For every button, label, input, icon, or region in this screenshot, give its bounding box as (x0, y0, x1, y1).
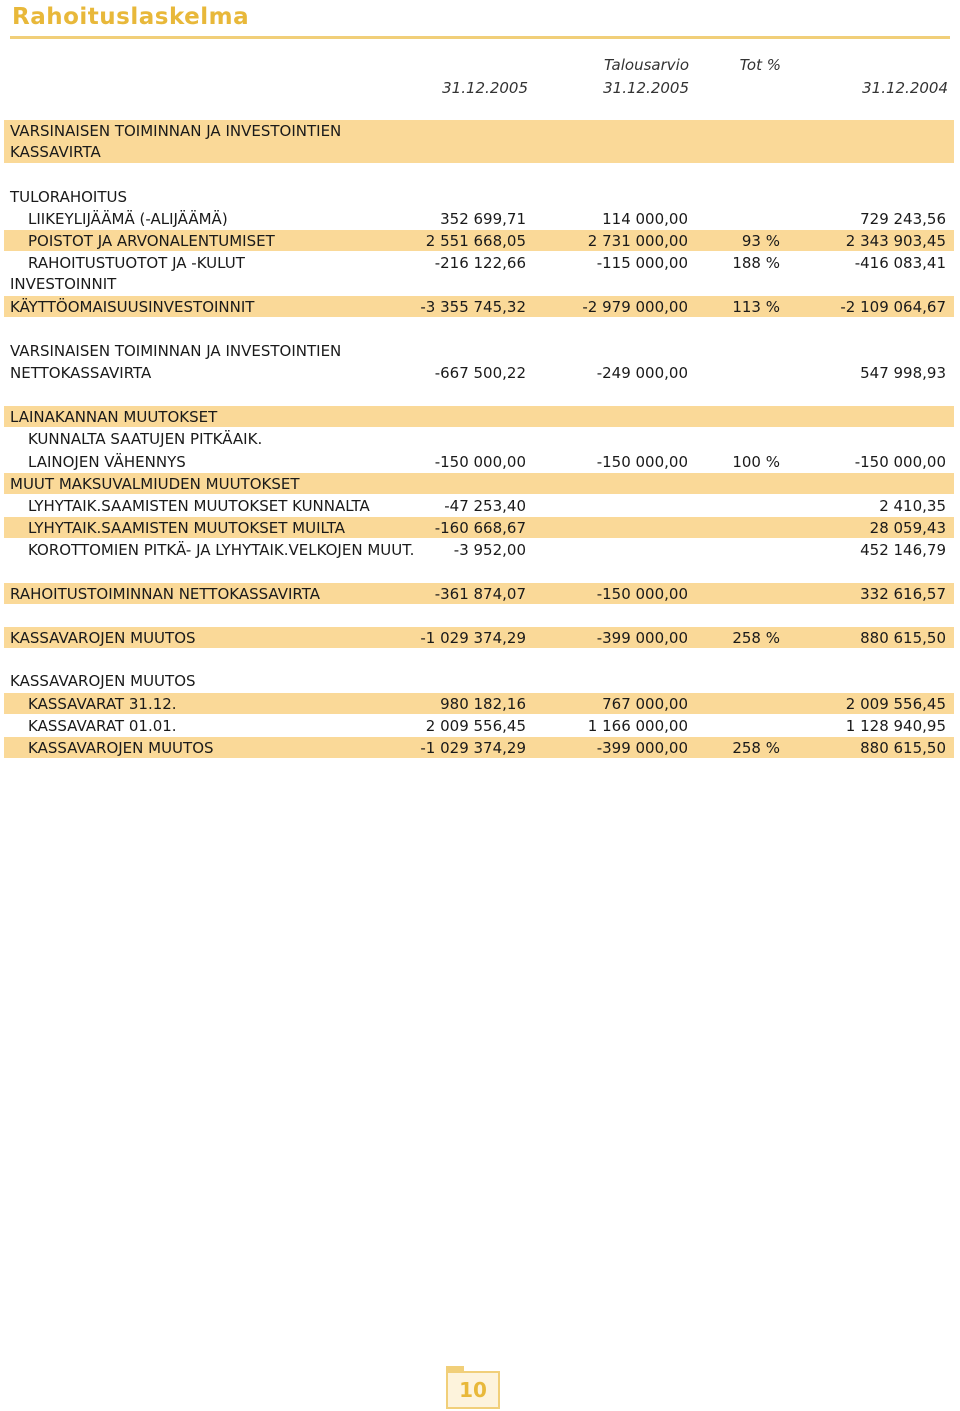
value-budget: -150 000,00 (596, 453, 688, 471)
header-tot-percent: Tot % (739, 56, 781, 74)
value-2004: 729 243,56 (860, 210, 946, 228)
value-percent: 93 % (741, 232, 780, 250)
value-2004: -150 000,00 (854, 453, 946, 471)
value-2005: -150 000,00 (434, 453, 526, 471)
row-label: KÄYTTÖOMAISUUSINVESTOINNIT (10, 298, 255, 316)
value-budget: -2 979 000,00 (582, 298, 688, 316)
value-2005: 352 699,71 (440, 210, 526, 228)
heading-muut-muutokset: MUUT MAKSUVALMIUDEN MUUTOKSET (10, 475, 300, 493)
table-row (4, 583, 954, 604)
value-2004: 880 615,50 (860, 739, 946, 757)
table-row (4, 451, 954, 472)
value-2004: 2 343 903,45 (845, 232, 946, 250)
value-budget: 767 000,00 (602, 695, 688, 713)
row-label: RAHOITUSTOIMINNAN NETTOKASSAVIRTA (10, 585, 320, 603)
value-2004: -416 083,41 (854, 254, 946, 272)
page-number: 10 (459, 1378, 487, 1402)
value-2004: 452 146,79 (860, 541, 946, 559)
table-row (4, 627, 954, 648)
table-row (4, 539, 954, 560)
value-2004: 2 410,35 (879, 497, 946, 515)
value-budget: -150 000,00 (596, 585, 688, 603)
value-2005: -361 874,07 (434, 585, 526, 603)
laina-subheading: KUNNALTA SAATUJEN PITKÄAIK. (28, 430, 263, 448)
table-row (4, 296, 954, 317)
value-2004: 1 128 940,95 (845, 717, 946, 735)
value-budget: -399 000,00 (596, 629, 688, 647)
header-date-2005: 31.12.2005 (442, 79, 528, 97)
value-2005: 980 182,16 (440, 695, 526, 713)
value-percent: 188 % (732, 254, 780, 272)
value-percent: 258 % (732, 739, 780, 757)
value-budget: -249 000,00 (596, 364, 688, 382)
value-2005: 2 009 556,45 (425, 717, 526, 735)
value-2005: -160 668,67 (434, 519, 526, 537)
section-band-main (4, 120, 954, 163)
header-date-budget-2005: 31.12.2005 (603, 79, 689, 97)
row-label: NETTOKASSAVIRTA (10, 364, 152, 382)
value-budget: -399 000,00 (596, 739, 688, 757)
row-label: KASSAVARAT 01.01. (28, 717, 177, 735)
value-2005: 2 551 668,05 (425, 232, 526, 250)
value-2005: -667 500,22 (434, 364, 526, 382)
page-title: Rahoituslaskelma (12, 4, 250, 30)
value-2004: 880 615,50 (860, 629, 946, 647)
value-2004: 2 009 556,45 (845, 695, 946, 713)
title-divider (10, 36, 950, 39)
heading-investoinnit: INVESTOINNIT (10, 275, 117, 293)
table-row (4, 737, 954, 758)
value-budget: 1 166 000,00 (587, 717, 688, 735)
value-2005: -216 122,66 (434, 254, 526, 272)
heading-lainakannan-muutokset: LAINAKANNAN MUUTOKSET (10, 408, 218, 426)
value-budget: 114 000,00 (602, 210, 688, 228)
table-row (4, 517, 954, 538)
header-talousarvio: Talousarvio (603, 56, 689, 74)
row-label: KASSAVAROJEN MUUTOS (10, 629, 196, 647)
table-row (4, 362, 954, 383)
row-label: KOROTTOMIEN PITKÄ- JA LYHYTAIK.VELKOJEN MUUT. (28, 541, 415, 559)
value-2004: -2 109 064,67 (840, 298, 946, 316)
table-row (4, 252, 954, 273)
value-2004: 28 059,43 (869, 519, 946, 537)
laina-heading-band (4, 406, 954, 427)
row-label: POISTOT JA ARVONALENTUMISET (28, 232, 275, 250)
value-percent: 100 % (732, 453, 780, 471)
value-2004: 332 616,57 (860, 585, 946, 603)
table-row (4, 495, 954, 516)
netto-line1: VARSINAISEN TOIMINNAN JA INVESTOINTIEN (10, 342, 342, 360)
table-row (4, 693, 954, 714)
value-2005: -47 253,40 (444, 497, 526, 515)
value-percent: 113 % (732, 298, 780, 316)
row-label: LYHYTAIK.SAAMISTEN MUUTOKSET KUNNALTA (28, 497, 370, 515)
value-2005: -1 029 374,29 (420, 739, 526, 757)
row-label: LIIKEYLIJÄÄMÄ (-ALIJÄÄMÄ) (28, 210, 228, 228)
muut-heading-band (4, 473, 954, 494)
table-row (4, 715, 954, 736)
heading-kassavarojen-muutos: KASSAVAROJEN MUUTOS (10, 672, 196, 690)
table-row (4, 208, 954, 229)
heading-tulorahoitus: TULORAHOITUS (10, 188, 128, 206)
section-main-line1: VARSINAISEN TOIMINNAN JA INVESTOINTIEN (10, 122, 342, 140)
value-budget: 2 731 000,00 (587, 232, 688, 250)
value-budget: -115 000,00 (596, 254, 688, 272)
value-2005: -3 355 745,32 (420, 298, 526, 316)
table-row (4, 230, 954, 251)
row-label: KASSAVARAT 31.12. (28, 695, 177, 713)
value-2005: -1 029 374,29 (420, 629, 526, 647)
header-date-2004: 31.12.2004 (862, 79, 948, 97)
section-main-line2: KASSAVIRTA (10, 143, 101, 161)
value-percent: 258 % (732, 629, 780, 647)
value-2004: 547 998,93 (860, 364, 946, 382)
row-label: RAHOITUSTUOTOT JA -KULUT (28, 254, 245, 272)
row-label: LAINOJEN VÄHENNYS (28, 453, 186, 471)
row-label: LYHYTAIK.SAAMISTEN MUUTOKSET MUILTA (28, 519, 346, 537)
value-2005: -3 952,00 (453, 541, 526, 559)
row-label: KASSAVAROJEN MUUTOS (28, 739, 214, 757)
